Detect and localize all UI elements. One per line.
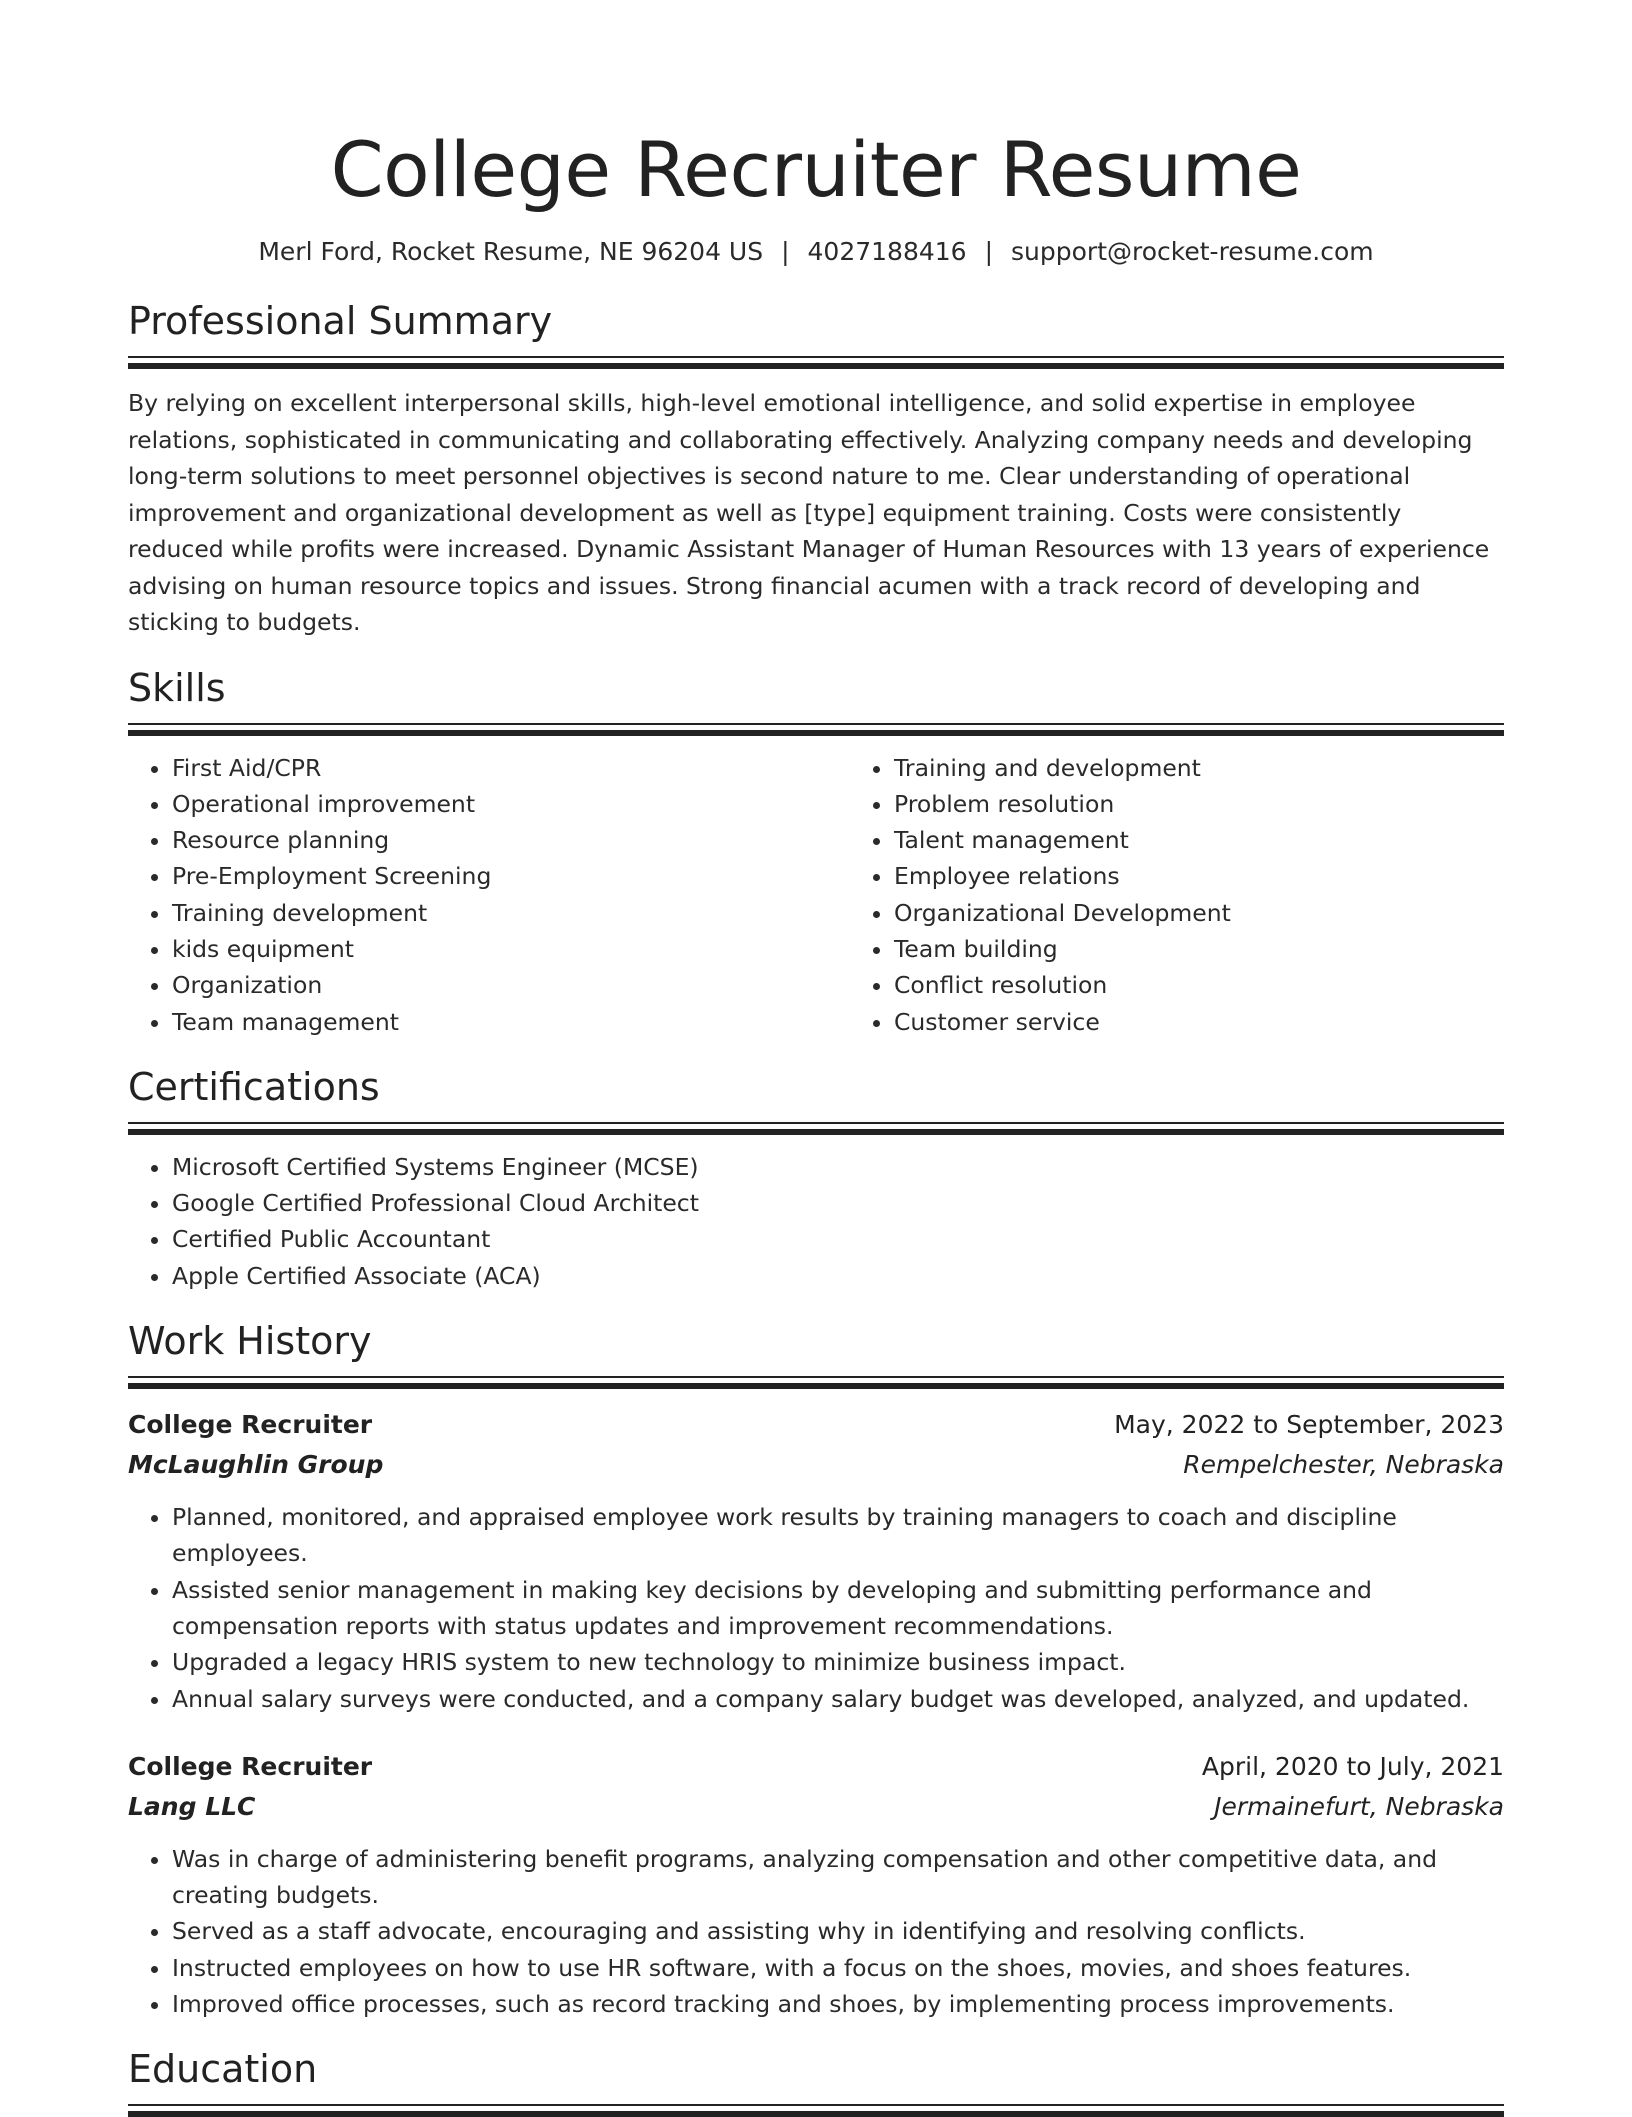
job-bullet: • Was in charge of administering benefit programs, analyzing compensation and other competitive data, and creating budgets. <box>172 1841 1504 1914</box>
skills-list-right <box>850 750 1572 1040</box>
job-subheader <box>128 1445 1504 1485</box>
skill-item: • Team management <box>172 1004 850 1040</box>
job-location: Jermainefurt, Nebraska <box>1214 1791 1504 1821</box>
skill-item: • First Aid/CPR <box>172 750 850 786</box>
certification-item: • Microsoft Certified Systems Engineer (MCSE) <box>172 1149 1504 1185</box>
certifications-heading: Certifications <box>128 1064 380 1109</box>
job-bullet: • Planned, monitored, and appraised employee work results by training managers to coach and discipline employees. <box>172 1499 1504 1572</box>
job-company: McLaughlin Group <box>128 1450 384 1480</box>
skill-item: • Resource planning <box>172 822 850 858</box>
skill-item: • Problem resolution <box>894 786 1572 822</box>
contact-address: Merl Ford, Rocket Resume, NE 96204 US <box>258 237 764 266</box>
resume-title: College Recruiter Resume <box>330 125 1302 214</box>
certifications-list <box>128 1149 1504 1294</box>
skill-item: • Team building <box>894 931 1572 967</box>
skill-item: • Organizational Development <box>894 895 1572 931</box>
education-heading: Education <box>128 2047 318 2092</box>
job-header <box>128 1747 1504 1787</box>
job-entry <box>128 1405 1504 1717</box>
certification-item: • Google Certified Professional Cloud Architect <box>172 1185 1504 1221</box>
skill-item: • Conflict resolution <box>894 967 1572 1003</box>
skills-grid <box>128 736 1504 1040</box>
skill-item: • kids equipment <box>172 931 850 967</box>
contact-separator: | <box>781 237 790 266</box>
section-divider <box>128 723 1504 736</box>
section-divider <box>128 1376 1504 1389</box>
skill-item: • Employee relations <box>894 858 1572 894</box>
skill-item: • Pre-Employment Screening <box>172 858 850 894</box>
contact-line <box>128 234 1504 270</box>
skills-heading: Skills <box>128 665 226 710</box>
job-title: College Recruiter <box>128 1410 373 1440</box>
job-location: Rempelchester, Nebraska <box>1183 1450 1504 1480</box>
contact-phone: 4027188416 <box>807 237 967 266</box>
work-history-section <box>128 1316 1504 2022</box>
resume-page <box>128 0 1504 2117</box>
summary-text: By relying on excellent interpersonal skills, high-level emotional intelligence, and solid expertise in employee relations, sophisticated in communicating and collaborating effectively. Analyzing company needs and developing long-term solutions to meet personnel objectives is second nature to me. Clear understanding of operational improvement and organizational development as well as [type] equipment training. Costs were consistently reduced while profits were increased. Dynamic Assistant Manager of Human Resources with 13 years of experience advising on human resource topics and issues. Strong financial acumen with a track record of developing and sticking to budgets. <box>128 389 1490 636</box>
work-history-heading: Work History <box>128 1319 372 1364</box>
section-divider <box>128 2104 1504 2117</box>
job-bullet: • Annual salary surveys were conducted, and a company salary budget was developed, analyzed, and updated. <box>172 1681 1504 1717</box>
job-header <box>128 1405 1504 1445</box>
section-divider <box>128 356 1504 369</box>
job-bullets <box>128 1841 1504 2022</box>
certification-item: • Apple Certified Associate (ACA) <box>172 1258 1504 1294</box>
skill-item: • Talent management <box>894 822 1572 858</box>
job-bullet: • Assisted senior management in making key decisions by developing and submitting performance and compensation reports with status updates and improvement recommendations. <box>172 1572 1504 1645</box>
job-company: Lang LLC <box>128 1791 256 1821</box>
skills-list-left <box>128 750 850 1040</box>
job-title: College Recruiter <box>128 1751 373 1781</box>
summary-heading: Professional Summary <box>128 299 553 343</box>
certification-item: • Certified Public Accountant <box>172 1221 1504 1257</box>
skill-item: • Operational improvement <box>172 786 850 822</box>
contact-separator: | <box>984 237 994 266</box>
job-dates: April, 2020 to July, 2021 <box>1201 1751 1504 1781</box>
job-bullet: • Served as a staff advocate, encouraging and assisting why in identifying and resolving conflicts. <box>172 1913 1504 1949</box>
job-bullets <box>128 1499 1504 1717</box>
skill-item: • Training and development <box>894 750 1572 786</box>
job-bullet: • Improved office processes, such as record tracking and shoes, by implementing process improvements. <box>172 1986 1504 2022</box>
contact-email[interactable]: support@rocket-resume.com <box>1011 237 1374 266</box>
skills-section <box>128 663 1504 1040</box>
job-subheader <box>128 1787 1504 1827</box>
section-divider <box>128 1122 1504 1135</box>
skill-item: • Training development <box>172 895 850 931</box>
job-entry <box>128 1747 1504 2022</box>
job-dates: May, 2022 to September, 2023 <box>1114 1410 1504 1440</box>
summary-section <box>128 296 1504 641</box>
education-section <box>128 2044 1504 2117</box>
job-bullet: • Instructed employees on how to use HR software, with a focus on the shoes, movies, and shoes features. <box>172 1950 1504 1986</box>
job-bullet: • Upgraded a legacy HRIS system to new technology to minimize business impact. <box>172 1644 1504 1680</box>
skill-item: • Customer service <box>894 1004 1572 1040</box>
skill-item: • Organization <box>172 967 850 1003</box>
certifications-section <box>128 1062 1504 1294</box>
